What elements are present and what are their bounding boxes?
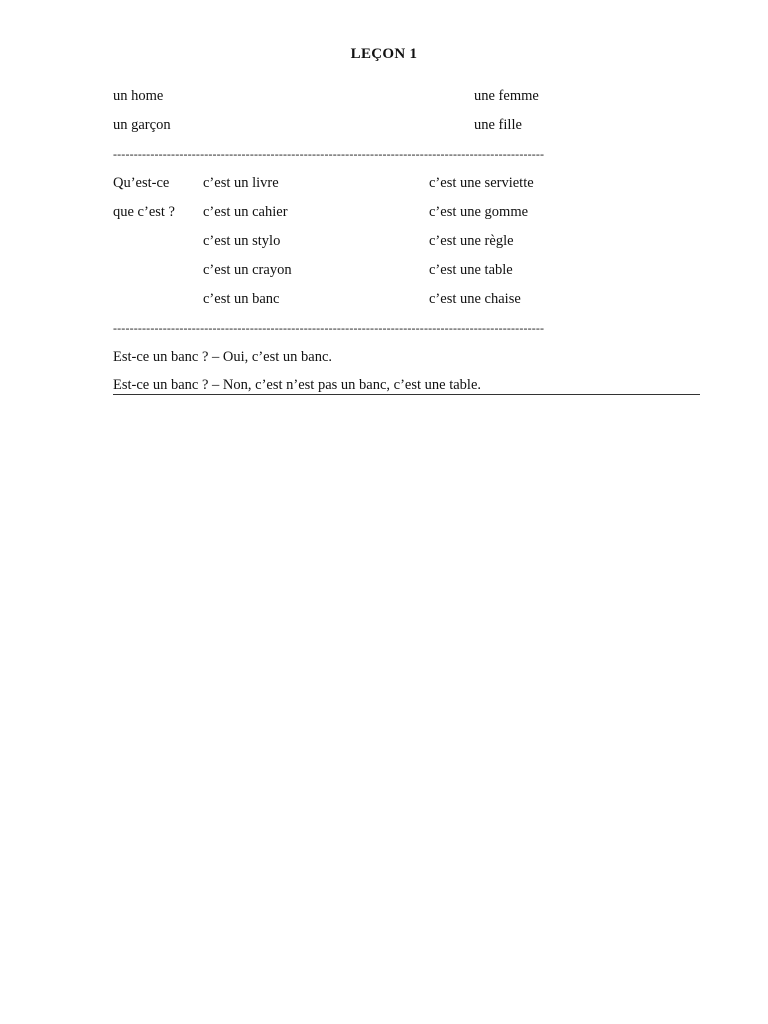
object-masculine-3: c’est un stylo [203,233,281,249]
object-feminine-5: c’est une chaise [429,291,521,307]
vocab-boy: un garçon [113,117,171,133]
object-feminine-1: c’est une serviette [429,175,534,191]
object-masculine-4: c’est un crayon [203,262,292,278]
dashed-separator-top: -------------------------------------------------------------------------------------------------------- [113,147,545,161]
object-feminine-4: c’est une table [429,262,513,278]
object-masculine-1: c’est un livre [203,175,279,191]
horizontal-rule [113,394,700,395]
vocab-girl: une fille [474,117,522,133]
dashed-separator-bottom: -------------------------------------------------------------------------------------------------------- [113,321,545,335]
example-sentence-no: Est-ce un banc ? – Non, c’est n’est pas un banc, c’est une table. [113,377,482,393]
object-feminine-3: c’est une règle [429,233,514,249]
object-feminine-2: c’est une gomme [429,204,529,220]
lesson-title: LEÇON 1 [350,46,418,62]
object-masculine-2: c’est un cahier [203,204,288,220]
vocab-man: un home [113,88,164,104]
question-line-1: Qu’est-ce [113,175,170,191]
vocab-woman: une femme [474,88,539,104]
question-line-2: que c’est ? [113,204,175,220]
example-sentence-yes: Est-ce un banc ? – Oui, c’est un banc. [113,349,333,365]
object-masculine-5: c’est un banc [203,291,280,307]
